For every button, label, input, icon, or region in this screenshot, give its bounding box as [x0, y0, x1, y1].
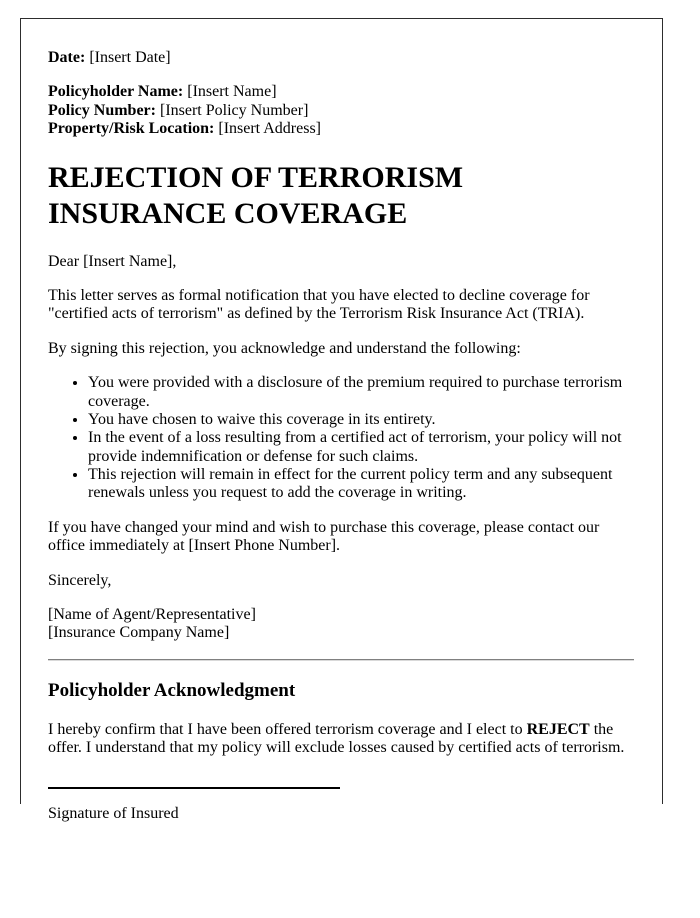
policy-number-label: Policy Number:	[48, 101, 156, 119]
signature-line	[48, 787, 340, 789]
change-mind-paragraph: If you have changed your mind and wish to purchase this coverage, please contact our office immediately at [Insert Phone Number].	[48, 518, 600, 555]
policyholder-value: [Insert Name]	[187, 83, 277, 101]
list-item: • This rejection will remain in effect for the current policy term and any subsequent renewals unless you request to add the coverage in writing.	[88, 466, 634, 503]
date-value: [Insert Date]	[89, 49, 171, 66]
acknowledgment-heading: Policyholder Acknowledgment	[48, 679, 296, 701]
terms-list	[48, 374, 634, 503]
signature-caption: Signature of Insured	[48, 805, 179, 823]
letter-title: REJECTION OF TERRORISM INSURANCE COVERAGE	[48, 160, 464, 230]
policy-number-value: [Insert Policy Number]	[159, 101, 309, 119]
list-item: • You were provided with a disclosure of the premium required to purchase terrorism coverage.	[88, 374, 634, 411]
closing-line: Sincerely,	[48, 571, 112, 589]
intro-paragraph: This letter serves as formal notification that you have elected to decline coverage for "certified acts of terrorism" as defined by the Terrorism Risk Insurance Act (TRIA).	[48, 286, 590, 323]
section-divider	[48, 659, 634, 661]
list-item: • In the event of a loss resulting from a certified act of terrorism, your policy will not provide indemnification or defense for such claims.	[88, 429, 634, 466]
location-label: Property/Risk Location:	[48, 120, 215, 138]
acknowledgment-paragraph	[48, 721, 634, 758]
company-name-line: [Insurance Company Name]	[48, 624, 230, 642]
date-line	[48, 49, 634, 67]
policy-info-block	[48, 83, 634, 138]
policyholder-label: Policyholder Name:	[48, 83, 184, 101]
letter-page	[20, 18, 663, 823]
ack-text-before: I hereby confirm that I have been offered terrorism coverage and I elect to	[48, 720, 527, 738]
salutation: Dear [Insert Name],	[48, 252, 177, 270]
location-value: [Insert Address]	[218, 120, 321, 138]
date-label: Date:	[48, 49, 86, 66]
signature-block	[48, 606, 634, 643]
acknowledge-lead: By signing this rejection, you acknowledge and understand the following:	[48, 339, 521, 357]
reject-emphasis: REJECT	[526, 720, 590, 738]
ack-text-after: the offer. I understand that my policy will exclude losses caused by certified acts of terrorism.	[48, 720, 625, 757]
list-item: • You have chosen to waive this coverage in its entirety.	[88, 411, 634, 429]
agent-name-line: [Name of Agent/Representative]	[48, 606, 256, 624]
